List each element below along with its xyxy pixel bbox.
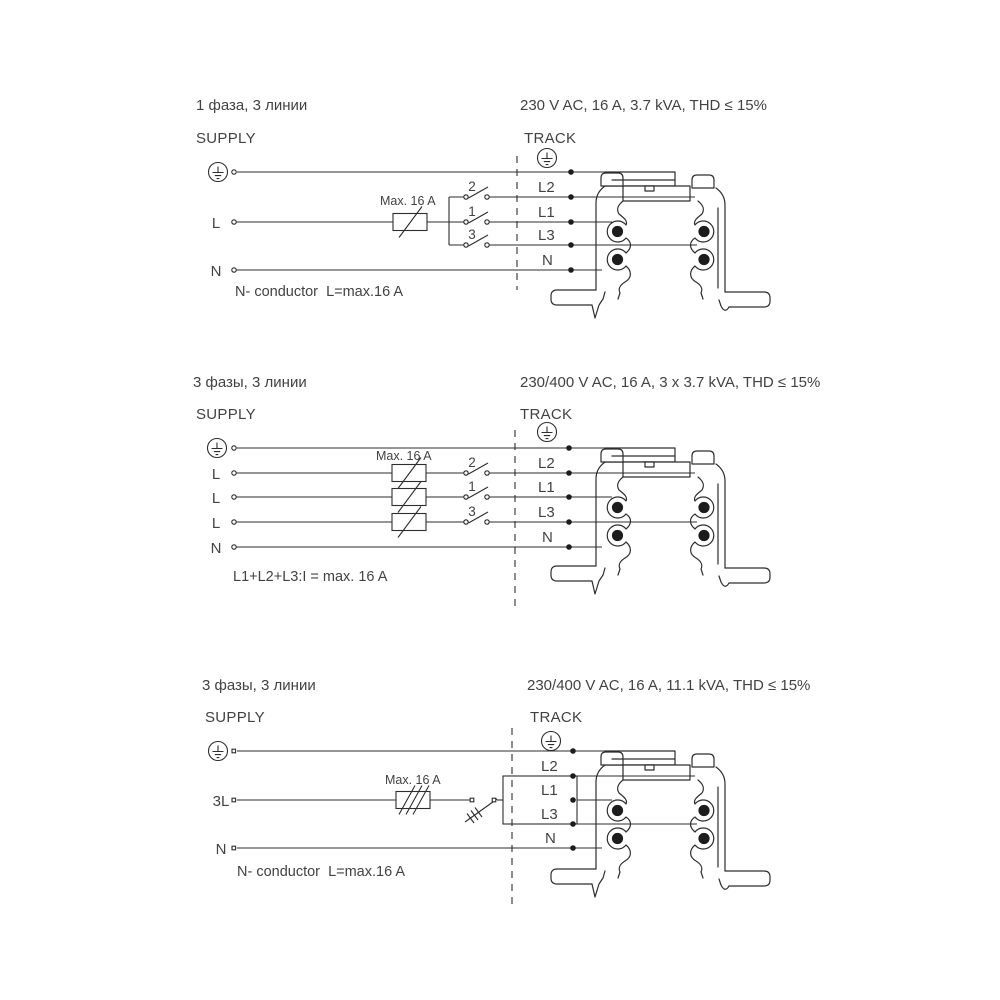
track-ground-icon <box>538 149 557 168</box>
supply-line-label: L <box>211 215 221 232</box>
diagram1-track-label: TRACK <box>524 130 577 147</box>
track-line-l2: L2 <box>538 179 555 196</box>
wiring-diagram-1 <box>0 88 1000 333</box>
supply-line2-label: L <box>211 490 221 507</box>
track-ground-icon <box>542 732 561 751</box>
diagram3-note: N- conductor L=max.16 A <box>237 864 406 880</box>
ground-icon <box>208 439 227 458</box>
diagram2-note: L1+L2+L3:I = max. 16 A <box>233 569 388 585</box>
track-line-l3: L3 <box>538 504 555 521</box>
diagram1-note: N- conductor L=max.16 A <box>235 284 404 300</box>
supply-neutral-label: N <box>210 263 222 280</box>
switch-3-number: 3 <box>468 504 476 519</box>
wiring-diagram-2 <box>0 362 1000 617</box>
ground-terminal <box>232 749 236 753</box>
neutral-terminal <box>232 846 236 850</box>
diagram3-spec: 230/400 V AC, 16 A, 11.1 kVA, THD ≤ 15% <box>527 677 811 694</box>
fuse-icon <box>393 207 427 238</box>
diagram3-supply-label: SUPPLY <box>205 709 265 726</box>
diagram1-spec: 230 V AC, 16 A, 3.7 kVA, THD ≤ 15% <box>520 97 767 114</box>
diagram3-title: 3 фазы, 3 линии <box>202 677 316 694</box>
line3-terminal <box>232 520 236 524</box>
ground-terminal <box>232 446 236 450</box>
track-line-l3: L3 <box>541 806 558 823</box>
switch-1-number: 1 <box>468 479 476 494</box>
line2-terminal <box>232 495 236 499</box>
fuse-l2-icon <box>392 482 426 513</box>
track-line-n: N <box>542 529 553 546</box>
track-line-l1: L1 <box>538 479 555 496</box>
track-line-l1: L1 <box>541 782 558 799</box>
track-line-n: N <box>545 830 556 847</box>
ground-icon <box>209 163 228 182</box>
fuse-3pole-icon <box>396 786 430 815</box>
switch-3pole-icon <box>465 798 497 823</box>
junction-dots <box>568 169 574 273</box>
switch-2-number: 2 <box>468 455 476 470</box>
diagram2-supply-label: SUPPLY <box>196 406 256 423</box>
track-line-n: N <box>542 252 553 269</box>
track-line-l1: L1 <box>538 204 555 221</box>
phase-bridge-box <box>503 776 577 824</box>
line-terminal <box>232 220 236 224</box>
track-cross-section <box>551 448 770 594</box>
junction-dots <box>570 748 576 851</box>
supply-neutral-label: N <box>210 540 222 557</box>
switch-3-number: 3 <box>468 227 476 242</box>
track-line-l2: L2 <box>538 455 555 472</box>
fuse-rating-label: Max. 16 A <box>376 449 432 463</box>
supply-line3-label: L <box>211 515 221 532</box>
neutral-terminal <box>232 268 236 272</box>
track-ground-icon <box>538 423 557 442</box>
supply-neutral-label: N <box>215 841 227 858</box>
neutral-terminal <box>232 545 236 549</box>
ground-terminal <box>232 170 236 174</box>
diagram1-title: 1 фаза, 3 линии <box>196 97 308 114</box>
ground-icon <box>209 742 228 761</box>
fuse-l3-icon <box>392 507 426 538</box>
track-line-l2: L2 <box>541 758 558 775</box>
fuse-rating-label: Max. 16 A <box>380 194 436 208</box>
diagram2-spec: 230/400 V AC, 16 A, 3 x 3.7 kVA, THD ≤ 15% <box>520 374 821 391</box>
diagram1-supply-label: SUPPLY <box>196 130 256 147</box>
switch-2-number: 2 <box>468 179 476 194</box>
supply-line1-label: L <box>211 466 221 483</box>
diagram2-title: 3 фазы, 3 линии <box>193 374 307 391</box>
junction-dots <box>566 445 572 550</box>
wiring-diagram-3 <box>0 660 1000 920</box>
diagram2-track-label: TRACK <box>520 406 573 423</box>
line-terminal <box>232 798 236 802</box>
diagram3-track-label: TRACK <box>530 709 583 726</box>
switch-1-number: 1 <box>468 204 476 219</box>
fuse-rating-label: Max. 16 A <box>385 773 441 787</box>
supply-line-label: 3L <box>212 793 230 810</box>
line1-terminal <box>232 471 236 475</box>
track-line-l3: L3 <box>538 227 555 244</box>
